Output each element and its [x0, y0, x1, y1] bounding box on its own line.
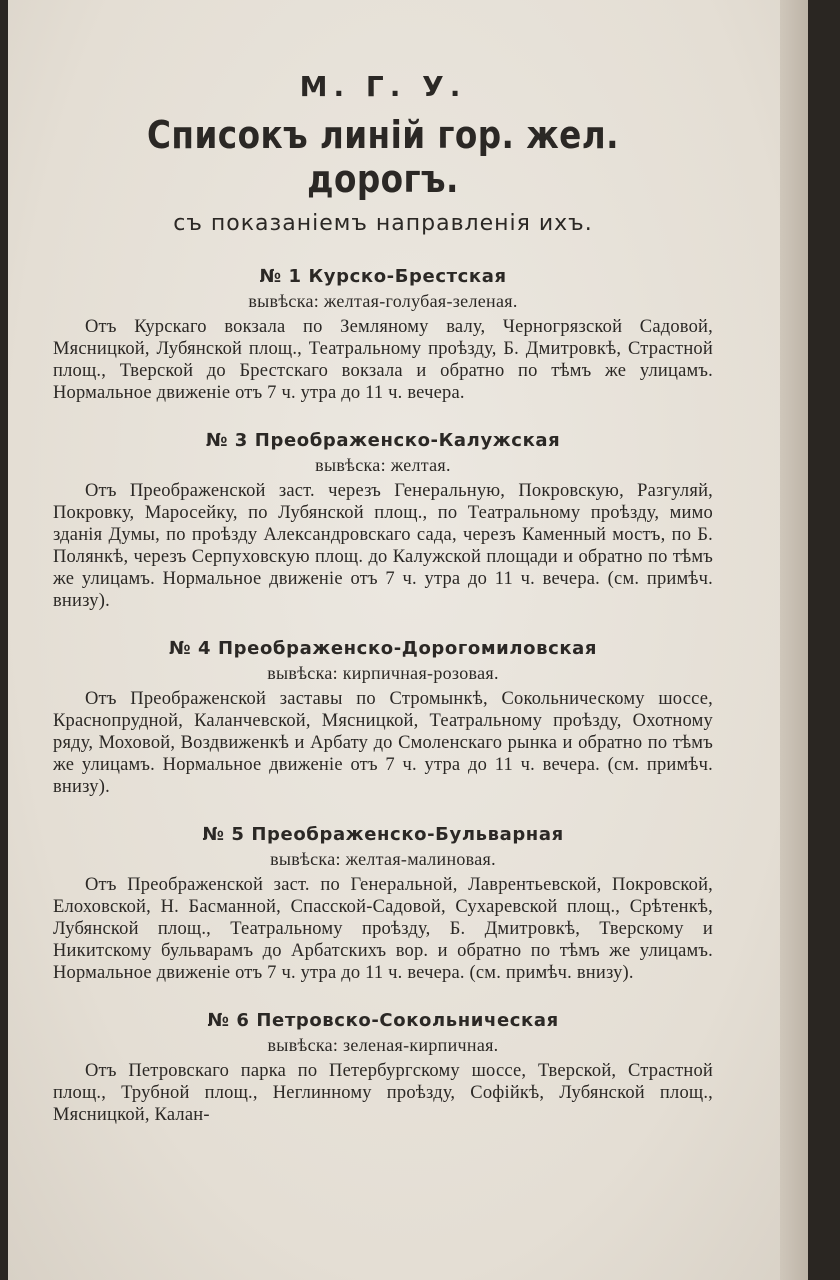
route-sign: вывѣска: зеленая-кирпичная.	[267, 1035, 499, 1055]
route-sign: вывѣска: желтая.	[315, 455, 451, 475]
page-content	[53, 70, 713, 1152]
route-description: Отъ Петровскаго парка по Петербургскому шоссе, Тверской, Страстной площ., Трубной площ., Неглинному проѣзду, Софійкѣ, Лубянской площ., Мясницкой, Калан-	[53, 1061, 713, 1125]
page-edge	[780, 0, 808, 1280]
route-description: Отъ Преображенской заст. по Генеральной, Лаврентьевской, Покровской, Елоховской, Н. Басманной, Спасской-Садовой, Сухаревской площ., Срѣтенкѣ, Лубянской площ., Театральному проѣзду, Б. Дмитровкѣ, Тверскому и Никитскому бульварамъ до Арбатскихъ вор. и обратно по тѣмъ же улицамъ. Нормальное движеніе отъ 7 ч. утра до 11 ч. вечера. (см. примѣч. внизу).	[53, 875, 713, 983]
route-entry-5	[53, 824, 713, 984]
route-description: Отъ Преображенской заст. черезъ Генеральную, Покровскую, Разгуляй, Покровку, Маросейку, по Лубянской площ., по Театральному проѣзду, мимо зданія Думы, по проѣзду Александровскаго сада, черезъ Каменный мостъ, по Б. Полянкѣ, черезъ Серпуховскую площ. до Калужской площади и обратно по тѣмъ же улицамъ. Нормальное движеніе отъ 7 ч. утра до 11 ч. вечера. (см. примѣч. внизу).	[53, 481, 713, 611]
page-title: Списокъ линій гор. жел. дорогъ.	[147, 113, 619, 201]
route-title: № 1 Курско-Брестская	[259, 266, 507, 287]
route-entry-3	[53, 430, 713, 612]
route-title: № 4 Преображенско-Дорогомиловская	[168, 638, 598, 659]
route-sign: вывѣска: желтая-малиновая.	[270, 849, 496, 869]
page-subtitle: съ показаніемъ направленія ихъ.	[173, 211, 593, 236]
route-entry-4	[53, 638, 713, 798]
header-org: М. Г. У.	[299, 70, 467, 103]
route-title: № 5 Преображенско-Бульварная	[202, 824, 564, 845]
route-description: Отъ Преображенской заставы по Стромынкѣ, Сокольническому шоссе, Краснопрудной, Каланчевской, Мясницкой, Театральному проѣзду, Охотному ряду, Моховой, Воздвиженкѣ и Арбату до Смоленскаго рынка и обратно по тѣмъ же улицамъ. Нормальное движеніе отъ 7 ч. утра до 11 ч. вечера. (см. примѣч. внизу).	[53, 689, 713, 797]
route-sign: вывѣска: кирпичная-розовая.	[267, 663, 499, 683]
route-sign: вывѣска: желтая-голубая-зеленая.	[248, 291, 518, 311]
route-entry-6	[53, 1010, 713, 1126]
route-description: Отъ Курскаго вокзала по Земляному валу, Черногрязской Садовой, Мясницкой, Лубянской площ., Театральному проѣзду, Б. Дмитровкѣ, Страстной площ., Тверской до Брестскаго вокзала и обратно по тѣмъ же улицамъ. Нормальное движеніе отъ 7 ч. утра до 11 ч. вечера.	[53, 317, 713, 403]
route-title: № 6 Петровско-Сокольническая	[207, 1010, 559, 1031]
document-page	[8, 0, 808, 1280]
route-title: № 3 Преображенско-Калужская	[205, 430, 561, 451]
route-entry-1	[53, 266, 713, 404]
